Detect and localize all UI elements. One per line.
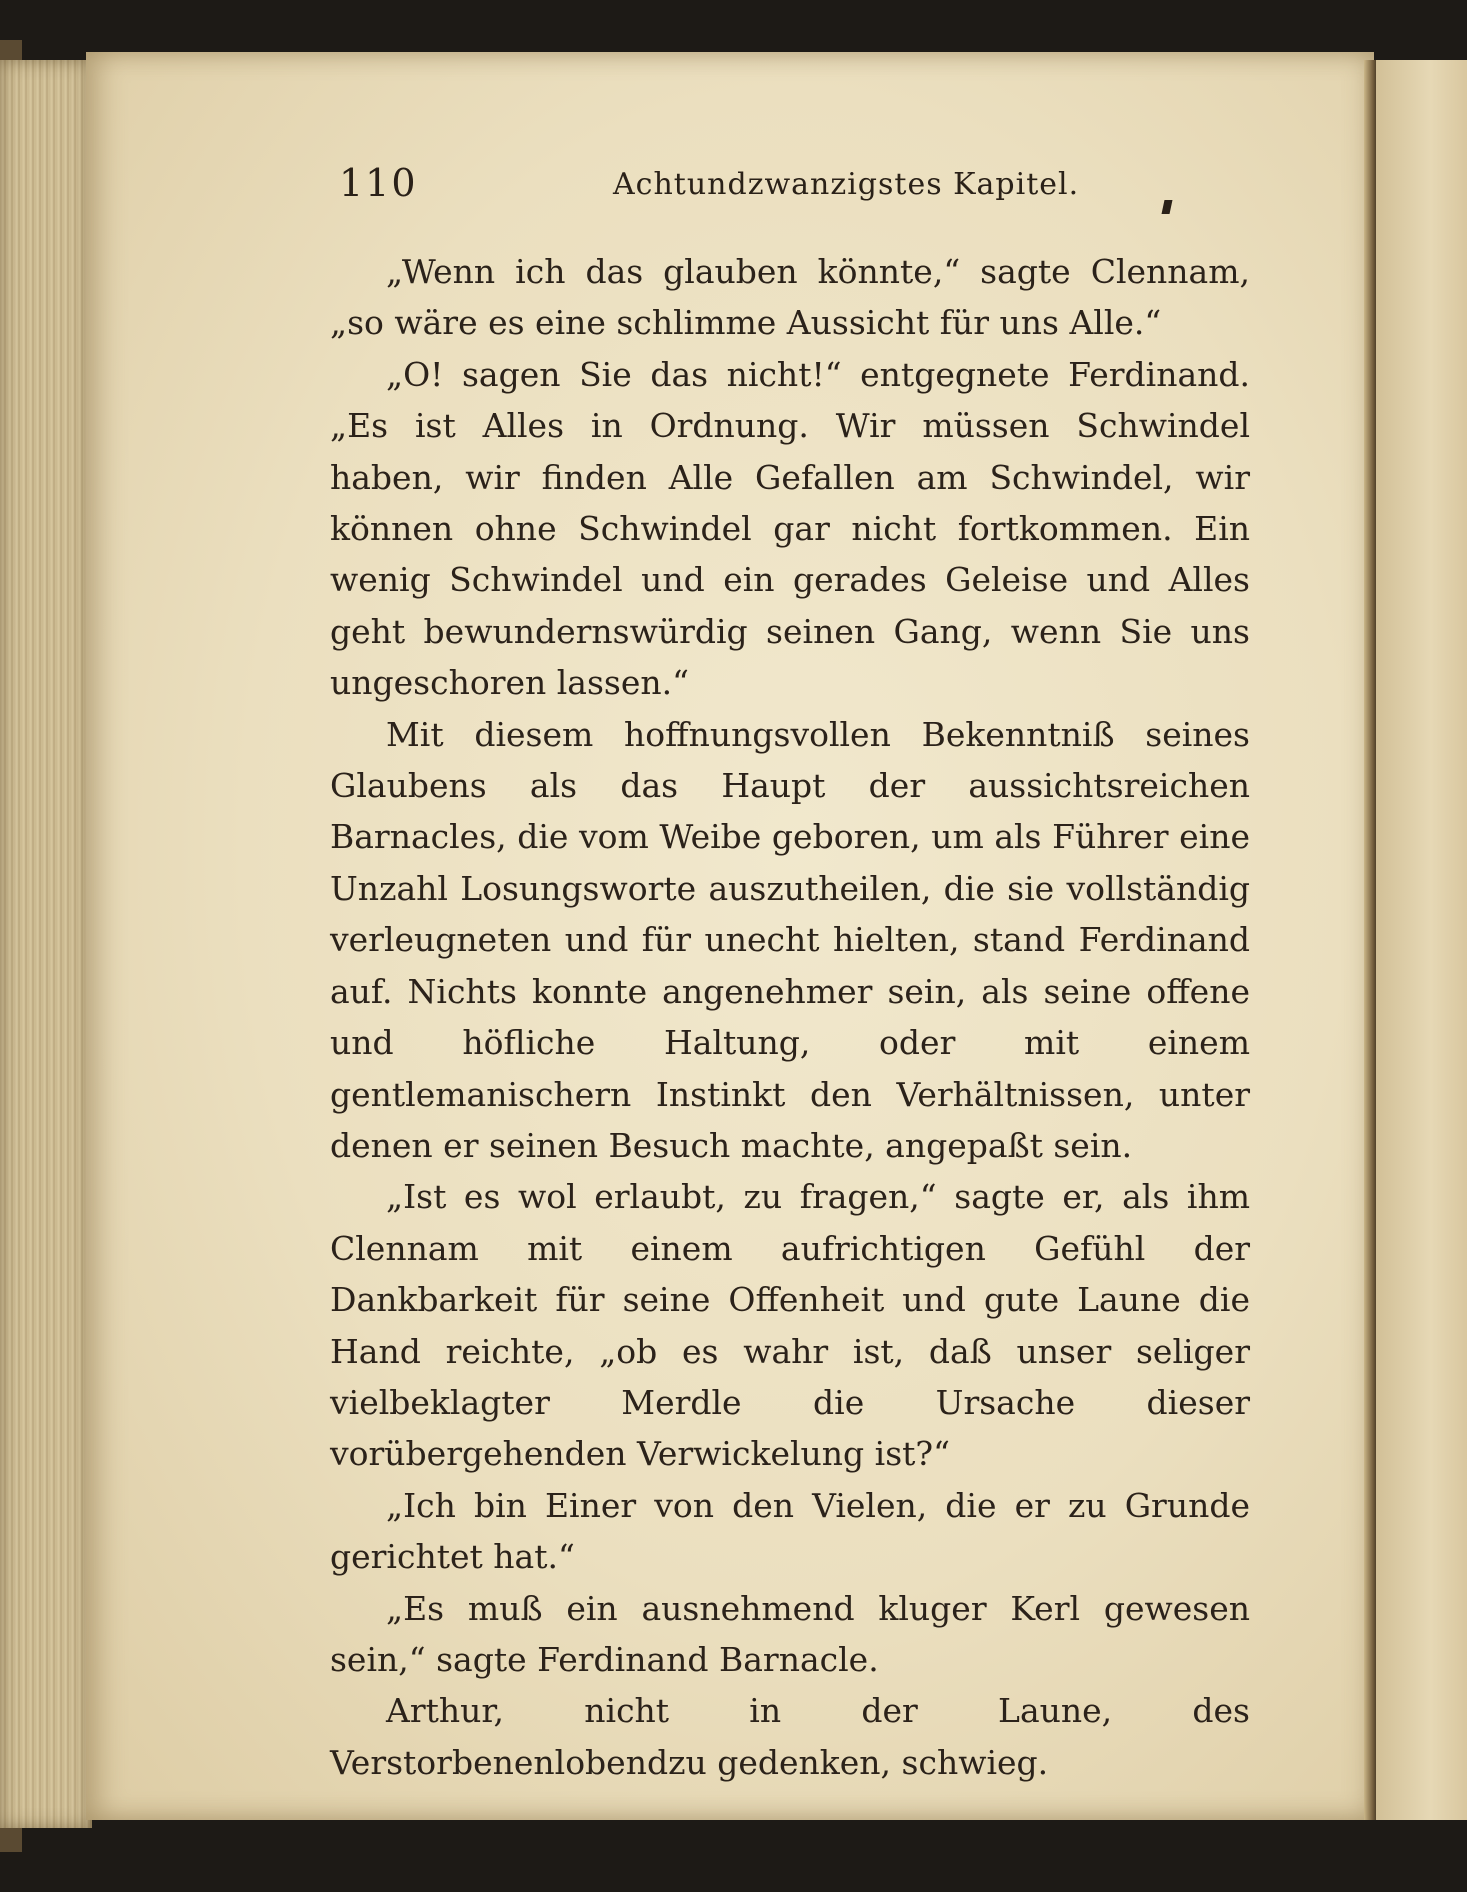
paragraph: Arthur, nicht in der Laune, des Verstorbenenlobendzu gedenken, schwieg. — [330, 1691, 1250, 1782]
page-number: 110 — [339, 161, 418, 205]
page-header — [339, 155, 1259, 215]
paragraph: Mit diesem hoffnungsvollen Bekenntniß seines Glaubens als das Haupt der aussichtsreichen Barnacles, die vom Weibe geboren, um als Führer eine Unzahl Losungsworte auszutheilen, die sie vollständig verleugneten und für unecht hielten, stand Ferdinand auf. Nichts konnte angenehmer sein, als seine offene und höfliche Haltung, oder mit einem gentlemanischern Instinkt den Verhältnissen, unter denen er seinen Besuch machte, angepaßt sein. — [330, 714, 1250, 1165]
facing-page-edge — [1376, 60, 1467, 1820]
paragraph: „Ich bin Einer von den Vielen, die er zu Grunde gerichtet hat.“ — [330, 1485, 1250, 1577]
page-stack-edges — [0, 60, 92, 1828]
running-head: Achtundzwanzigstes Kapitel. — [613, 167, 1080, 202]
body-text — [330, 246, 1250, 1788]
paragraph: „Ist es wol erlaubt, zu fragen,“ sagte er, als ihm Clennam mit einem aufrichtigen Gefühl der Dankbarkeit für seine Offenheit und gute Laune die Hand reichte, „ob es wahr ist, daß unser seliger vielbeklagter Merdle die Ursache dieser vorübergehenden Verwickelung ist?“ — [330, 1177, 1250, 1474]
paragraph: „O! sagen Sie das nicht!“ entgegnete Ferdinand. „Es ist Alles in Ordnung. Wir müssen Schwindel haben, wir finden Alle Gefallen am Schwindel, wir können ohne Schwindel gar nicht fortkommen. Ein wenig Schwindel und ein gerades Geleise und Alles geht bewundernswürdig seinen Gang, wenn Sie uns ungeschoren lassen.“ — [330, 354, 1250, 703]
paragraph: „Es muß ein ausnehmend kluger Kerl gewesen sein,“ sagte Ferdinand Barnacle. — [330, 1588, 1250, 1679]
paragraph: „Wenn ich das glauben könnte,“ sagte Clennam, „so wäre es eine schlimme Aussicht für uns Alle.“ — [330, 252, 1250, 343]
